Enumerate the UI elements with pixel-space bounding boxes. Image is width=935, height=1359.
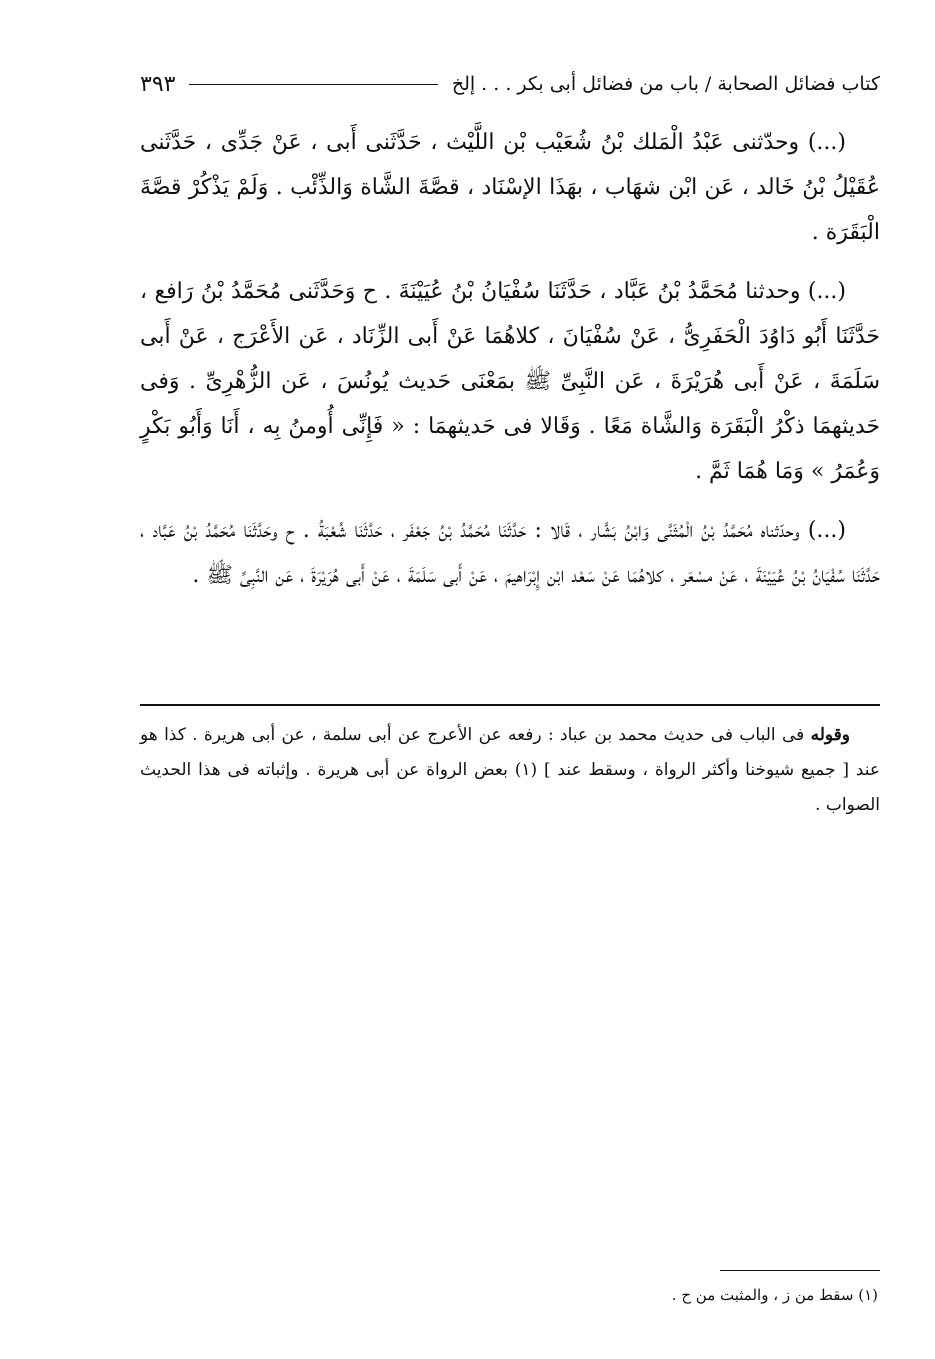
- footnote-rule: [720, 1270, 880, 1271]
- hadith-paragraph: (...) وحدثنا مُحَمَّدُ بْنُ عَبَّاد ، حَدَّثَنَا سُفْيَانُ بْنُ عُيَيْنَةَ . ح وَحَدَّثَنى مُحَمَّدُ بْنُ رَافع ، حَدَّثَنَا أَبُو دَاوُدَ الْحَفَرِىُّ ، عَنْ سُفْيَانَ ، كلاهُمَا عَنْ أَبى الزِّنَاد ، عَن الأَعْرَج ، عَنْ أَبى سَلَمَةَ ، عَنْ أَبى هُرَيْرَةَ ، عَن النَّبِىِّ ﷺ بمَعْنَى حَديث يُونُسَ ، عَن الزُّهْرِىِّ . وَفى حَديثهمَا ذكْرُ الْبَقَرَة وَالشَّاة مَعًا . وَقَالا فى حَديثهمَا : « فَإِنِّى أُومنُ بِه ، أَنَا وَأَبُو بَكْرٍ وَعُمَرُ » وَمَا هُمَا ثَمَّ .: [140, 279, 880, 484]
- main-text: [140, 120, 880, 612]
- running-title: كتاب فضائل الصحابة / باب من فضائل أبى بكر . . . إلخ: [451, 73, 880, 95]
- running-header: [140, 66, 880, 102]
- commentary-paragraph: [140, 718, 880, 823]
- commentary-section: [140, 718, 880, 823]
- section-divider: [140, 704, 880, 706]
- page-number: ٣٩٣: [140, 71, 176, 97]
- header-rule: [189, 84, 437, 85]
- footnote: (١) سقط من ز ، والمثبت من ح .: [671, 1286, 878, 1304]
- hadith-paragraph: (...) وحدّثناه مُحَمَّدُ بْنُ الْمُثَنَّى وَابْنُ بَشَّار ، قَالا : حَدَّثَنَا مُحَمَّدُ بْنُ جَعْفَر ، حَدَّثَنَا شُعْبَةُ . ح وحَدَّثَنَا مُحَمَّدُ بْنُ عَبَّاد ، حَدَّثَنَا سُفْيَانُ بْنُ عُيَيْنَةَ ، عَنْ مسْعَر ، كلاهُمَا عَنْ سَعْد ابْن إِبْرَاهيمَ ، عَنْ أَبى سَلَمَةَ ، عَنْ أَبى هُرَيْرَةَ ، عَن النَّبِىِّ ﷺ .: [140, 518, 880, 588]
- commentary-text: فى الباب فى حديث محمد بن عباد : رفعه عن الأعرج عن أبى سلمة ، عن أبى هريرة . كذا هو عند [ جميع شيوخنا وأكثر الرواة ، وسقط عند ] (١) بعض الرواة عن أبى هريرة . وإثباته فى هذا الحديث الصواب .: [140, 725, 880, 815]
- commentary-lead: وقوله: [810, 725, 850, 745]
- hadith-paragraph: (...) وحدّثنى عَبْدُ الْمَلك بْنُ شُعَيْب بْن اللَّيْث ، حَدَّثَنى أَبى ، عَنْ جَدِّى ، حَدَّثَنى عُقَيْلُ بْنُ خَالد ، عَن ابْن شهَاب ، بهَذَا الإسْنَاد ، قصَّةَ الشَّاة وَالذِّئْب . وَلَمْ يَذْكُرْ قصَّةَ الْبَقَرَة .: [140, 130, 880, 245]
